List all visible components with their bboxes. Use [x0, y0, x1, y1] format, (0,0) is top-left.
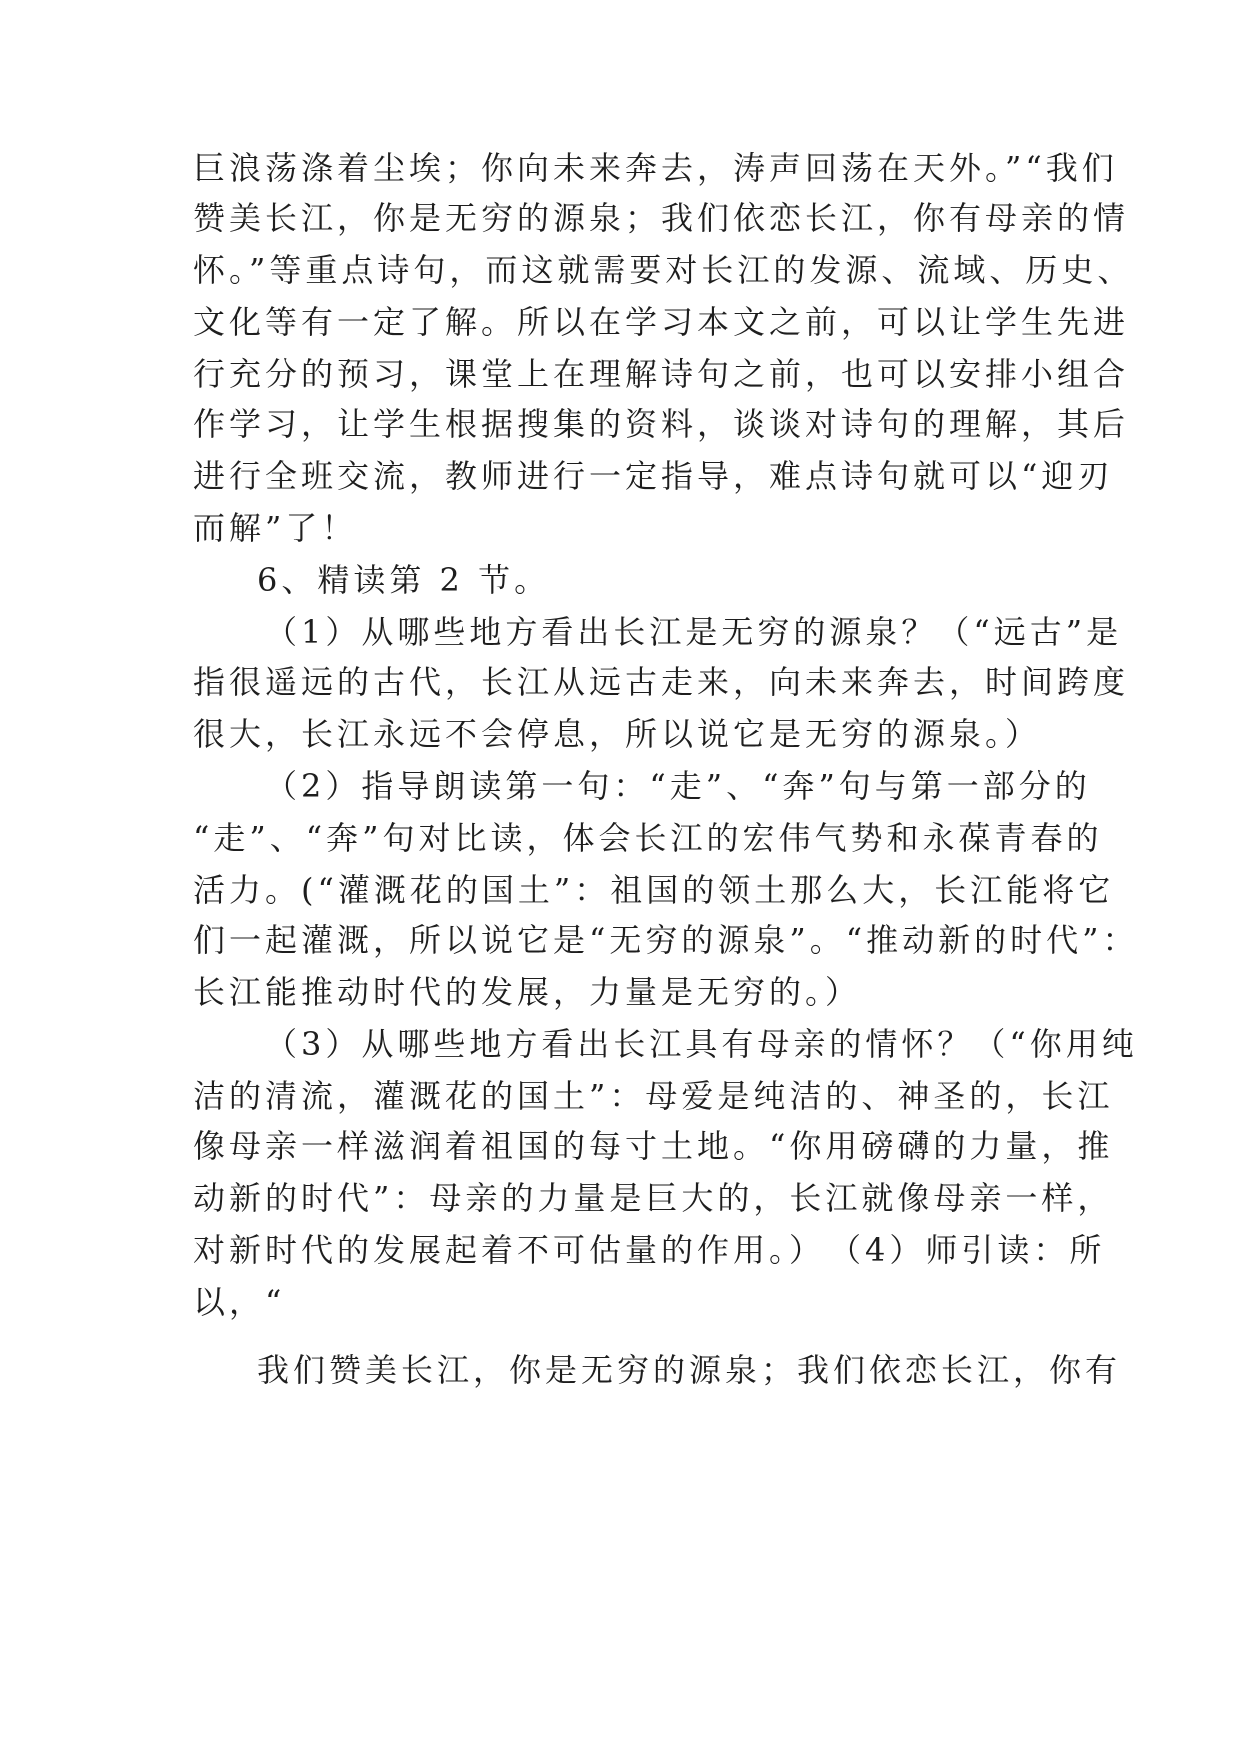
text-line: 像母亲一样滋润着祖国的每寸土地。“你用磅礴的力量，推	[193, 1127, 1114, 1165]
text-line: 长江能推动时代的发展，力量是无穷的。）	[193, 973, 862, 1011]
text-line: “走”、“奔”句对比读，体会长江的宏伟气势和永葆青春的	[193, 819, 1103, 857]
text-line: 巨浪荡涤着尘埃；你向未来奔去，涛声回荡在天外。”“我们	[193, 149, 1118, 187]
text-line: 文化等有一定了解。所以在学习本文之前，可以让学生先进	[193, 303, 1130, 341]
text-line: 动新的时代”：母亲的力量是巨大的，长江就像母亲一样，	[193, 1179, 1114, 1217]
text-line: 我们赞美长江，你是无穷的源泉；我们依恋长江，你有	[257, 1351, 1122, 1389]
text-line: 们一起灌溉，所以说它是“无穷的源泉”。“推动新的时代”：	[193, 921, 1139, 959]
section-heading: 6、精读第 2 节。	[257, 561, 551, 599]
text-line: 怀。”等重点诗句，而这就需要对长江的发源、流域、历史、	[193, 251, 1134, 289]
text-line: （3）从哪些地方看出长江具有母亲的情怀？（“你用纯	[265, 1025, 1138, 1063]
text-line: 而解”了！	[193, 509, 358, 547]
text-line: 指很遥远的古代，长江从远古走来，向未来奔去，时间跨度	[193, 663, 1130, 701]
text-line: 以，“	[193, 1283, 286, 1321]
text-line: 作学习，让学生根据搜集的资料，谈谈对诗句的理解，其后	[193, 405, 1130, 443]
text-line: 洁的清流，灌溉花的国土”：母爱是纯洁的、神圣的，长江	[193, 1077, 1114, 1115]
text-line: 进行全班交流，教师进行一定指导，难点诗句就可以“迎刃	[193, 457, 1114, 495]
text-line: 对新时代的发展起着不可估量的作用。） （4）师引读：所	[193, 1231, 1106, 1269]
text-line: 很大，长江永远不会停息，所以说它是无穷的源泉。）	[193, 715, 1042, 753]
text-line: 活力。(“灌溉花的国土”：祖国的领土那么大，长江能将它	[193, 871, 1115, 909]
text-line: （2）指导朗读第一句：“走”、“奔”句与第一部分的	[265, 767, 1091, 805]
text-line: （1）从哪些地方看出长江是无穷的源泉？（“远古”是	[265, 613, 1123, 651]
text-line: 赞美长江，你是无穷的源泉；我们依恋长江，你有母亲的情	[193, 199, 1130, 237]
text-line: 行充分的预习，课堂上在理解诗句之前，也可以安排小组合	[193, 355, 1130, 393]
